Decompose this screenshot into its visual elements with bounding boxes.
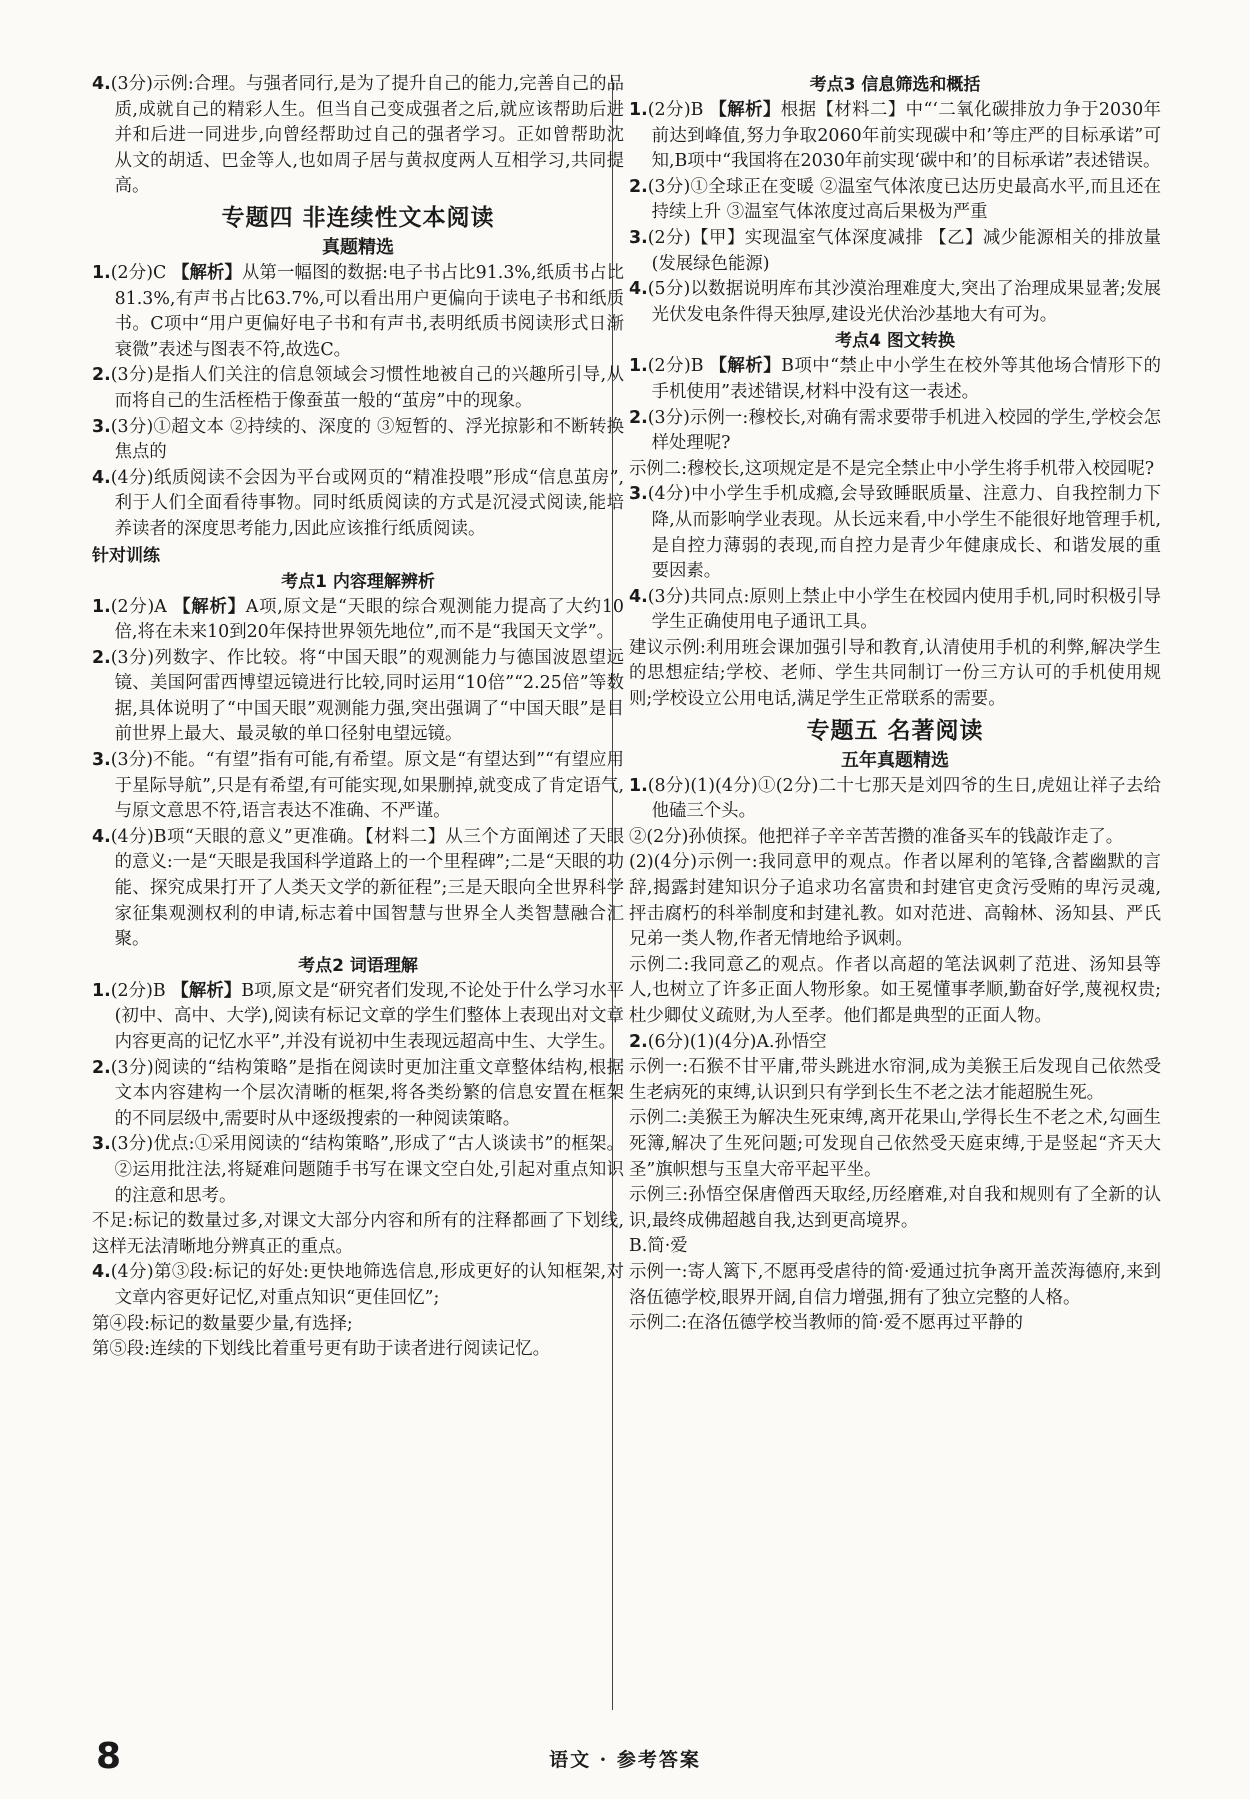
footer-title: 语文 · 参考答案 <box>549 1749 701 1771</box>
answer-m2-c: 示例二:美猴王为解决生死束缚,离开花果山,学得长生不老之术,勾画生死簿,解决了生死问题;可发现自己依然受天庭束缚,于是竖起“齐天大圣”旗帜想与玉皇大帝平起平坐。 <box>629 1108 1161 1180</box>
answer-k1-1: 1.(2分)A 【解析】A项,原文是“天眼的综合观测能力提高了大约10倍,将在未来10到20年保持世界领先地位”,而不是“我国天文学”。 <box>92 596 624 643</box>
answer-z4: 4.(4分)纸质阅读不会因为平台或网页的“精准投喂”形成“信息茧房”,利于人们全面看待事物。同时纸质阅读的方式是沉浸式阅读,能培养读者的深度思考能力,因此应该推行纸质阅读。 <box>92 467 624 539</box>
answer-m2-g: 示例二:在洛伍德学校当教师的简·爱不愿再过平静的 <box>629 1313 1023 1334</box>
answer-m2-d: 示例三:孙悟空保唐僧西天取经,历经磨难,对自我和规则有了全新的认识,最终成佛超越自我,达到更高境界。 <box>629 1185 1161 1231</box>
left-column <box>92 72 624 1363</box>
answer-m2-b: 示例一:石猴不甘平庸,带头跳进水帘洞,成为美猴王后发现自己依然受生老病死的束缚,认识到只有学到长生不老之法才能超脱生死。 <box>629 1057 1161 1103</box>
answer-k1-2: 2.(3分)列数字、作比较。将“中国天眼”的观测能力与德国波恩望远镜、美国阿雷西博望远镜进行比较,同时运用“10倍”“2.25倍”等数据,具体说明了“中国天眼”观测能力强,突出强调了“中国天眼”是目前世界上最大、最灵敏的单口径射电望远镜。 <box>92 647 624 745</box>
answer-k3-3: 3.(2分)【甲】实现温室气体深度减排 【乙】减少能源相关的排放量(发展绿色能源) <box>629 227 1161 274</box>
answer-k4-4-b: 建议示例:利用班会课加强引导和教育,认清使用手机的利弊,解决学生的思想症结;学校、老师、学生共同制订一份三方认可的手机使用规则;学校设立公用电话,满足学生正常联系的需要。 <box>629 637 1161 710</box>
topic5-title: 专题五 名著阅读 <box>806 717 984 744</box>
answer-k3-1: 1.(2分)B 【解析】根据【材料二】中“‘二氧化碳排放力争于2030年前达到峰值,努力争取2060年前实现碳中和’等庄严的目标承诺”可知,B项中“我国将在2030年前实现‘碳中和’的目标承诺”表述错误。 <box>629 100 1161 172</box>
answer-k1-3: 3.(3分)不能。“有望”指有可能,有希望。原文是“有望达到”“有望应用于星际导航”,只是有希望,有可能实现,如果删掉,就变成了肯定语气,与原文意思不符,语言表达不准确、不严谨。 <box>92 750 624 822</box>
answer-k2-4-b: 第④段:标记的数量要少量,有选择; <box>92 1313 353 1334</box>
answer-m1-c: (2)(4分)示例一:我同意甲的观点。作者以犀利的笔锋,含蓄幽默的言辞,揭露封建知识分子追求功名富贵和封建官吏贪污受贿的卑污灵魂,抨击腐朽的科举制度和封建礼教。如对范进、高翰林、汤知县、严氏兄弟一类人物,作者无情地给予讽刺。 <box>629 852 1161 950</box>
answer-k4-4: 4.(3分)共同点:原则上禁止中小学生在校园内使用手机,同时积极引导学生正确使用电子通讯工具。 <box>629 586 1161 633</box>
answer-z1: 1.(2分)C 【解析】从第一幅图的数据:电子书占比91.3%,纸质书占比81.3%,有声书占比63.7%,可以看出用户更偏向于读电子书和纸质书。C项中“用户更偏好电子书和有声书,表明纸质书阅读形式日渐衰微”表述与图表不符,故选C。 <box>92 262 624 360</box>
point1-heading: 考点1 内容理解辨析 <box>281 571 435 592</box>
answer-k2-3: 3.(3分)优点:①采用阅读的“结构策略”,形成了“古人谈读书”的框架。②运用批注法,将疑难问题随手书写在课文空白处,引起对重点知识的注意和思考。 <box>92 1134 624 1206</box>
answer-k1-4: 4.(4分)B项“天眼的意义”更准确。【材料二】从三个方面阐述了天眼的意义:一是“天眼是我国科学道路上的一个里程碑”;二是“天眼的功能、探究成果打开了人类天文学的新征程”;三是天眼向全世界科学家征集观测权利的申请,标志着中国智慧与世界全人类智慧融合汇聚。 <box>92 826 624 950</box>
answer-z2: 2.(3分)是指人们关注的信息领域会习惯性地被自己的兴趣所引导,从而将自己的生活桎梏于像蚕茧一般的“茧房”中的现象。 <box>92 365 624 411</box>
answer-k4-3: 3.(4分)中小学生手机成瘾,会导致睡眠质量、注意力、自我控制力下降,从而影响学业表现。从长远来看,中小学生不能很好地管理手机,是自控力薄弱的表现,而自控力是青少年健康成长、和谐发展的重要因素。 <box>629 484 1161 582</box>
answer-m1: 1.(8分)(1)(4分)①(2分)二十七那天是刘四爷的生日,虎妞让祥子去给他磕三个头。 <box>629 775 1161 822</box>
zhenti-heading: 真题精选 <box>322 236 394 258</box>
page-number: 8 <box>96 1736 122 1777</box>
answer-m2: 2.(6分)(1)(4分)A.孙悟空 <box>629 1031 827 1052</box>
wunian-heading: 五年真题精选 <box>841 749 949 771</box>
answer-k3-2: 2.(3分)①全球正在变暖 ②温室气体浓度已达历史最高水平,而且还在持续上升 ③温室气体浓度过高后果极为严重 <box>629 176 1161 223</box>
answer-4-prev: 4.(3分)示例:合理。与强者同行,是为了提升自己的能力,完善自己的品质,成就自己的精彩人生。但当自己变成强者之后,就应该帮助后进并和后进一同进步,向曾经帮助过自己的强者学习。正如曾帮助沈从文的胡适、巴金等人,也如周子居与黄叔度两人互相学习,共同提高。 <box>92 74 624 197</box>
topic4-title: 专题四 非连续性文本阅读 <box>221 204 495 231</box>
point4-heading: 考点4 图文转换 <box>835 331 955 352</box>
answer-m2-e: B.简·爱 <box>629 1236 688 1257</box>
answer-m2-f: 示例一:寄人篱下,不愿再受虐待的简·爱通过抗争离开盖茨海德府,来到洛伍德学校,眼界开阔,自信力增强,拥有了独立完整的人格。 <box>629 1261 1161 1308</box>
answer-k2-1: 1.(2分)B 【解析】B项,原文是“研究者们发现,不论处于什么学习水平(初中、高中、大学),阅读有标记文章的学生们整体上表现出对文章内容更高的记忆水平”,并没有说初中生表现远超高中生、大学生。 <box>92 980 624 1052</box>
answer-k2-4-c: 第⑤段:连续的下划线比着重号更有助于读者进行阅读记忆。 <box>92 1339 551 1360</box>
answer-k4-2-b: 示例二:穆校长,这项规定是不是完全禁止中小学生将手机带入校园呢? <box>629 458 1155 479</box>
right-column <box>629 72 1161 1337</box>
point2-heading: 考点2 词语理解 <box>298 955 418 976</box>
training-heading: 针对训练 <box>92 545 160 566</box>
answer-k2-3-b: 不足:标记的数量过多,对课文大部分内容和所有的注释都画了下划线,这样无法清晰地分辨真正的重点。 <box>92 1211 624 1257</box>
answer-m1-b: ②(2分)孙侦探。他把祥子辛辛苦苦攒的准备买车的钱敲诈走了。 <box>629 826 1124 847</box>
answer-m1-d: 示例二:我同意乙的观点。作者以高超的笔法讽刺了范进、汤知县等人,也树立了许多正面人物形象。如王冕懂事孝顺,勤奋好学,蔑视权贵;杜少卿仗义疏财,为人至孝。他们都是典型的正面人物。 <box>629 954 1161 1026</box>
answer-k2-4: 4.(4分)第③段:标记的好处:更快地筛选信息,形成更好的认知框架,对文章内容更好记忆,对重点知识“更佳回忆”; <box>92 1262 624 1308</box>
point3-heading: 考点3 信息筛选和概括 <box>809 75 981 95</box>
answer-k4-2: 2.(3分)示例一:穆校长,对确有需求要带手机进入校园的学生,学校会怎样处理呢? <box>629 407 1161 454</box>
answer-z3: 3.(3分)①超文本 ②持续的、深度的 ③短暂的、浮光掠影和不断转换焦点的 <box>92 416 624 463</box>
answer-k4-1: 1.(2分)B 【解析】B项中“禁止中小学生在校外等其他场合情形下的手机使用”表述错误,材料中没有这一表述。 <box>629 356 1161 402</box>
answer-k3-4: 4.(5分)以数据说明库布其沙漠治理难度大,突出了治理成果显著;发展光伏发电条件得天独厚,建设光伏治沙基地大有可为。 <box>629 279 1161 325</box>
answer-k2-2: 2.(3分)阅读的“结构策略”是指在阅读时更加注重文章整体结构,根据文本内容建构一个层次清晰的框架,将各类纷繁的信息安置在框架的不同层级中,需要时从中逐级搜索的一种阅读策略。 <box>92 1057 624 1129</box>
